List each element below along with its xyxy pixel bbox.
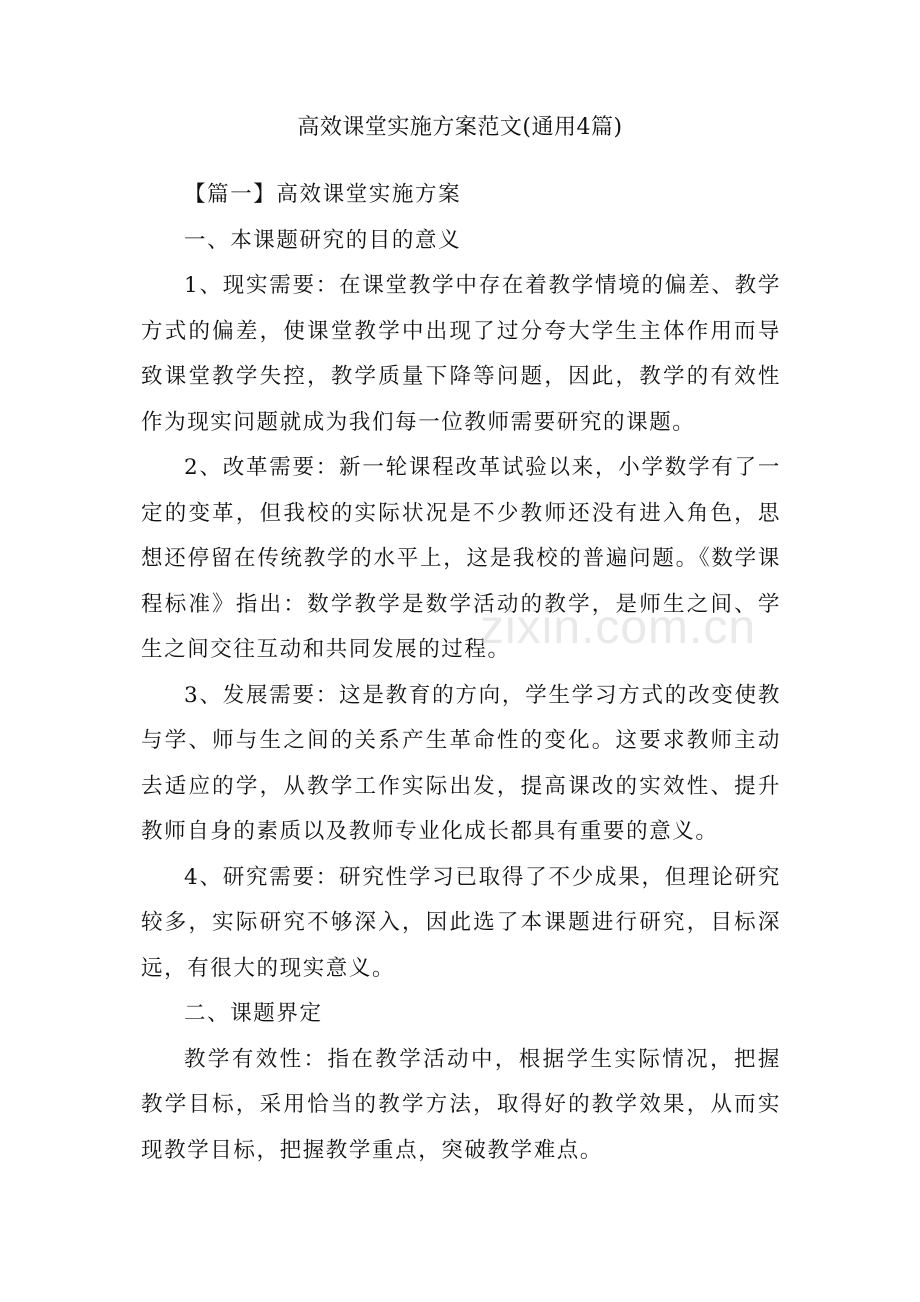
paragraph-research-need: 4、研究需要：研究性学习已取得了不少成果，但理论研究较多，实际研究不够深入，因此选了本课题进行研究，目标深远，有很大的现实意义。 [141, 864, 781, 981]
paragraph-reform-need: 2、改革需要：新一轮课程改革试验以来，小学数学有了一定的变革，但我校的实际状况是不少教师还没有进入角色，思想还停留在传统教学的水平上，这是我校的普遍问题。《数学课程标准》指出：数学教学是数学活动的教学，是师生之间、学生之间交往互动和共同发展的过程。 [141, 455, 781, 662]
section-heading-definition: 二、课题界定 [184, 1001, 323, 1026]
paragraph-teaching-effectiveness: 教学有效性：指在教学活动中，根据学生实际情况，把握教学目标，采用恰当的教学方法，取得好的教学效果，从而实现教学目标，把握教学重点，突破教学难点。 [141, 1046, 781, 1163]
document-body [141, 172, 781, 1173]
paragraph-development-need: 3、发展需要：这是教育的方向，学生学习方式的改变使教与学、师与生之间的关系产生革命性的变化。这要求教师主动去适应的学，从教学工作实际出发，提高课改的实效性、提升教师自身的素质以及教师专业化成长都具有重要的意义。 [141, 682, 781, 844]
paragraph-realistic-need: 1、现实需要：在课堂教学中存在着教学情境的偏差、教学方式的偏差，使课堂教学中出现了过分夸大学生主体作用而导致课堂教学失控，教学质量下降等问题，因此，教学的有效性作为现实问题就成为我们每一位教师需要研究的课题。 [141, 273, 781, 435]
chapter-heading: 【篇一】高效课堂实施方案 [184, 182, 462, 207]
section-heading-purpose: 一、本课题研究的目的意义 [184, 227, 462, 253]
document-title: 高效课堂实施方案范文(通用4篇) [297, 115, 623, 140]
watermark: zixin.com.cn [480, 601, 757, 654]
